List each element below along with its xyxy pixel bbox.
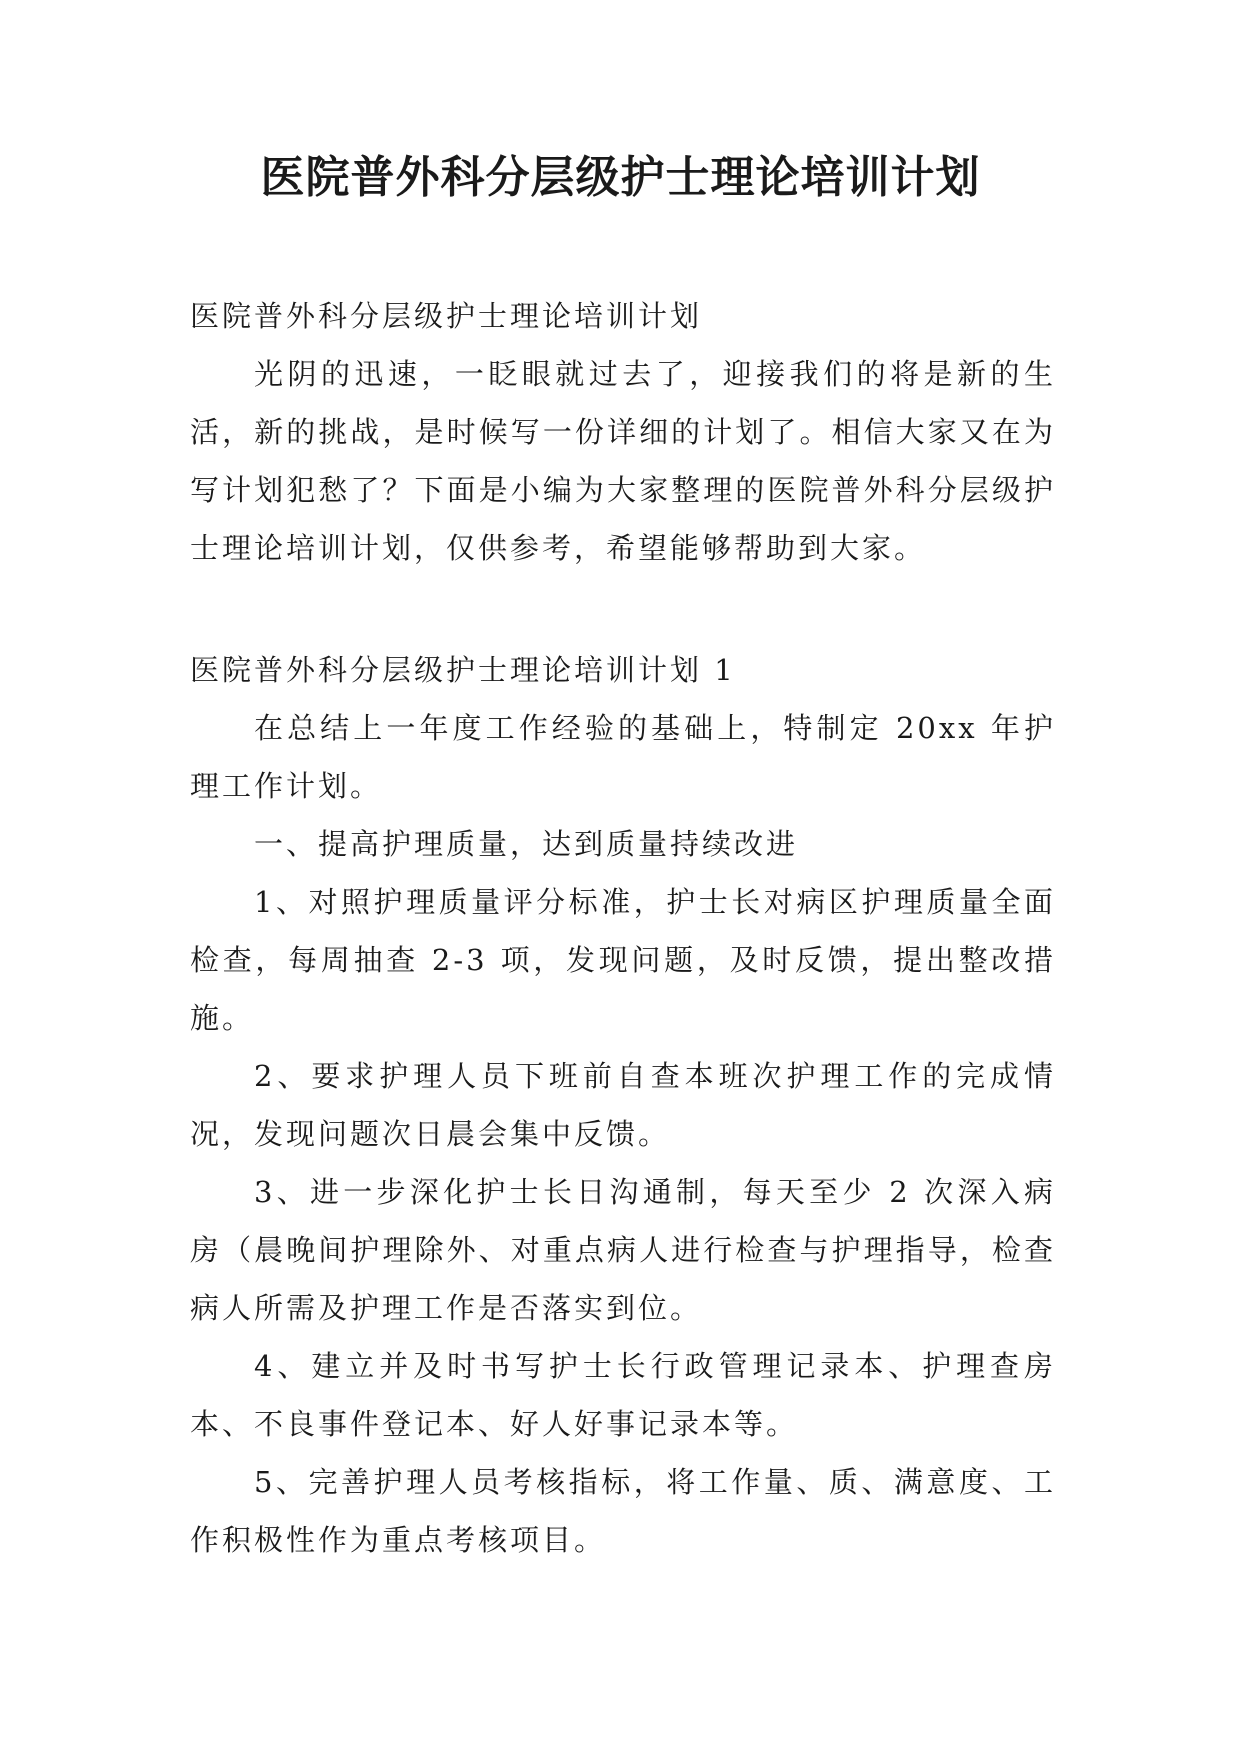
document-title: 医院普外科分层级护士理论培训计划	[260, 152, 981, 203]
intro-block	[190, 287, 1056, 577]
section-1-opening: 在总结上一年度工作经验的基础上，特制定 20xx 年护理工作计划。	[190, 711, 1056, 803]
list-item: 1、对照护理质量评分标准，护士长对病区护理质量全面检查，每周抽查 2-3 项，发现问题，及时反馈，提出整改措施。	[190, 885, 1056, 1035]
list-item: 3、进一步深化护士长日沟通制，每天至少 2 次深入病房（晨晚间护理除外、对重点病人进行检查与护理指导，检查病人所需及护理工作是否落实到位。	[190, 1175, 1056, 1325]
intro-subtitle: 医院普外科分层级护士理论培训计划	[190, 299, 703, 333]
section-1	[190, 641, 1056, 1569]
list-item: 2、要求护理人员下班前自查本班次护理工作的完成情况，发现问题次日晨会集中反馈。	[190, 1059, 1056, 1151]
point-1-heading: 一、提高护理质量，达到质量持续改进	[254, 827, 799, 861]
list-item: 4、建立并及时书写护士长行政管理记录本、护理查房本、不良事件登记本、好人好事记录本等。	[190, 1349, 1056, 1441]
intro-paragraph: 光阴的迅速，一眨眼就过去了，迎接我们的将是新的生活，新的挑战，是时候写一份详细的计划了。相信大家又在为写计划犯愁了？下面是小编为大家整理的医院普外科分层级护士理论培训计划，仅供参考，希望能够帮助到大家。	[190, 357, 1056, 565]
list-item: 5、完善护理人员考核指标，将工作量、质、满意度、工作积极性作为重点考核项目。	[190, 1465, 1056, 1557]
section-1-heading: 医院普外科分层级护士理论培训计划 1	[190, 653, 736, 687]
